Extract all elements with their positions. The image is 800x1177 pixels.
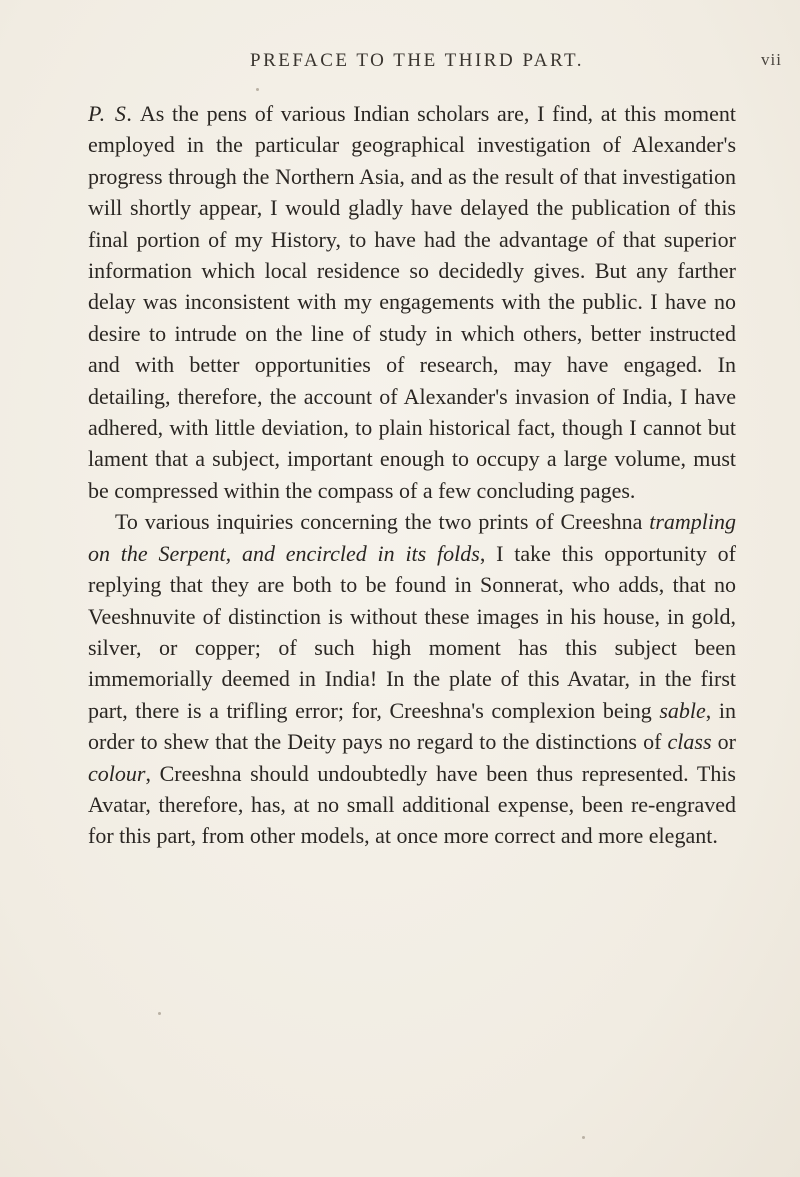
postscript-marker: P. S. <box>88 101 134 126</box>
emphasis-sable: sable <box>659 697 706 723</box>
emphasis-colour: colour <box>88 760 146 786</box>
paragraph-postscript <box>88 98 736 506</box>
body-text <box>88 98 736 852</box>
emphasis-class: class <box>667 729 712 755</box>
paper-speck <box>158 1012 161 1015</box>
paragraph-creeshna <box>88 506 736 851</box>
creeshna-text-2: , I take this opportunity of replying that they are both to be found in Sonnerat, who adds, that no Veeshnuvite of distinction is without these images in his house, in gold, silver, or copper; of such high moment has this subject been immemorially deemed in India! In the plate of this Avatar, in the first part, there is a trifling error; for, Creeshna's complexion being <box>88 540 736 723</box>
creeshna-print-titles: trampling on the Serpent, and encircled in its folds <box>88 509 736 566</box>
postscript-text: As the pens of various Indian scholars are, I find, at this moment employed in the particular geographical investigation of Alexander's progress through the Northern Asia, and as the result of that investigation will shortly appear, I would gladly have delayed the publication of this final portion of my History, to have had the advantage of that superior information which local residence so decidedly gives. But any farther delay was inconsistent with my engagements with the public. I have no desire to intrude on the line of study in which others, better instructed and with better opportunities of research, may have engaged. In detailing, therefore, the account of Alexander's invasion of India, I have adhered, with little deviation, to plain historical fact, though I cannot but lament that a subject, important enough to occupy a large volume, must be compressed within the compass of a few concluding pages. <box>88 101 736 503</box>
creeshna-text-4: or <box>711 729 736 755</box>
creeshna-text-5: , Creeshna should undoubtedly have been thus represented. This Avatar, therefore, has, at no small additional expense, been re-engraved for this part, from other models, at once more correct and more elegant. <box>88 760 736 849</box>
paper-speck <box>582 1136 585 1139</box>
creeshna-text-3: , in order to shew that the Deity pays no regard to the distinctions of <box>88 697 736 755</box>
running-head: PREFACE TO THE THIRD PART. <box>250 50 584 71</box>
page-number: vii <box>761 50 782 69</box>
paper-speck <box>256 88 259 91</box>
creeshna-text-1: To various inquiries concerning the two prints of Creeshna <box>115 509 650 535</box>
